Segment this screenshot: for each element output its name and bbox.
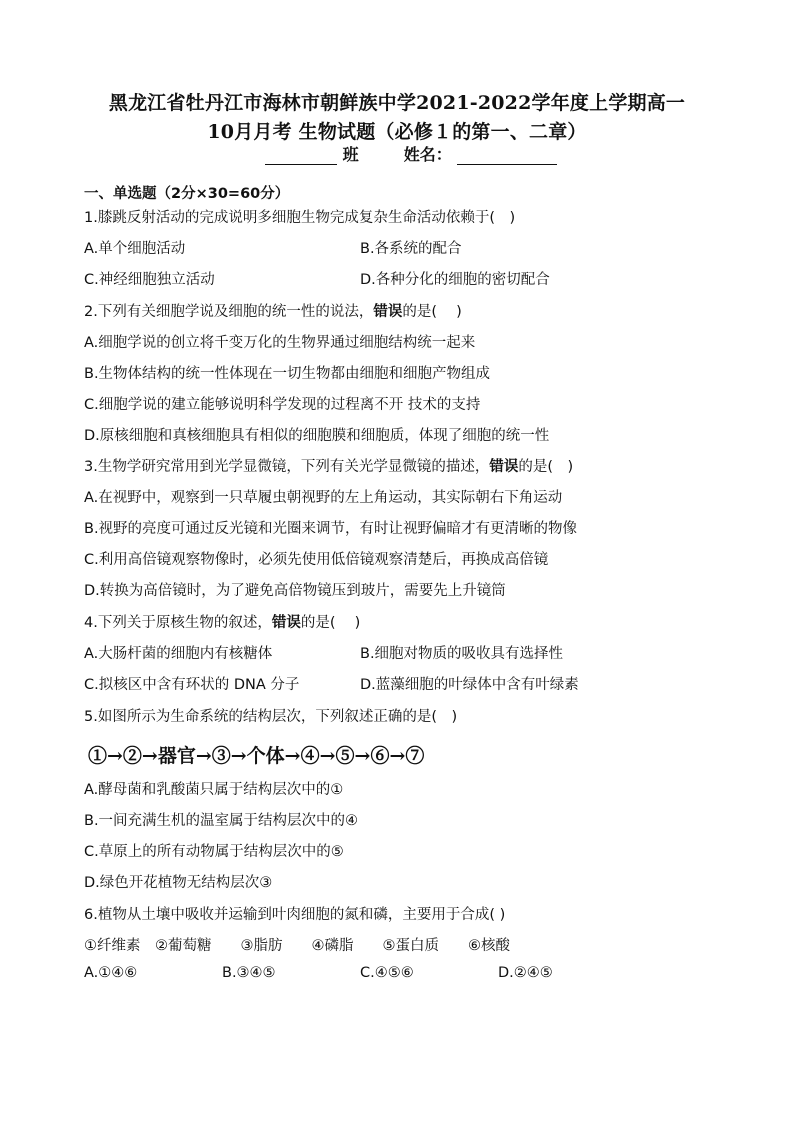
- question-2-option-b: B.生物体结构的统一性体现在一切生物都由细胞和细胞产物组成: [84, 366, 491, 382]
- question-5-option-a: A.酵母菌和乳酸菌只属于结构层次中的①: [84, 782, 344, 798]
- question-3-option-b: B.视野的亮度可通过反光镜和光圈来调节，有时让视野偏暗才有更清晰的物像: [84, 521, 578, 537]
- question-3-emphasis: 错误: [489, 459, 519, 475]
- question-4-stem: [84, 611, 360, 632]
- question-1-stem: 1.膝跳反射活动的完成说明多细胞生物完成复杂生命活动依赖于( ): [84, 210, 516, 226]
- question-1-option-a: A.单个细胞活动: [84, 241, 186, 257]
- question-2-option-a: A.细胞学说的创立将千变万化的生物界通过细胞结构统一起来: [84, 335, 476, 351]
- question-2-stem-post: 的是( ): [402, 304, 462, 320]
- question-3-stem-post: 的是( ): [518, 459, 574, 475]
- question-3-stem: [84, 455, 573, 476]
- class-label: 班: [342, 145, 359, 164]
- question-4-option-b: B.细胞对物质的吸收具有选择性: [360, 646, 564, 662]
- class-blank: [265, 148, 337, 165]
- section-heading: 一、单选题（2分×30=60分）: [84, 186, 290, 202]
- name-label: 姓名：: [403, 145, 452, 164]
- question-3-option-d: D.转换为高倍镜时，为了避免高倍物镜压到玻片，需要先上升镜筒: [84, 583, 506, 599]
- question-6-option-b: B.③④⑤: [222, 965, 276, 981]
- question-4-option-c: C.拟核区中含有环状的 DNA 分子: [84, 677, 300, 693]
- name-blank: [457, 148, 557, 165]
- question-4-option-d: D.蓝藻细胞的叶绿体中含有叶绿素: [360, 677, 579, 693]
- question-6-option-a: A.①④⑥: [84, 965, 138, 981]
- question-6-stem: 6.植物从土壤中吸收并运输到叶肉细胞的氮和磷，主要用于合成( ): [84, 907, 506, 923]
- student-info-line: [265, 142, 557, 165]
- question-5-option-b: B.一间充满生机的温室属于结构层次中的④: [84, 813, 359, 829]
- question-2-stem-pre: 2.下列有关细胞学说及细胞的统一性的说法，: [84, 304, 374, 320]
- question-1-option-b: B.各系统的配合: [360, 241, 462, 257]
- question-5-stem: 5.如图所示为生命系统的结构层次，下列叙述正确的是( ): [84, 709, 458, 725]
- exam-title-line1: 黑龙江省牡丹江市海林市朝鲜族中学2021-2022学年度上学期高一: [108, 92, 686, 114]
- question-2-stem: [84, 300, 462, 321]
- question-1-option-c: C.神经细胞独立活动: [84, 272, 215, 288]
- question-4-stem-post: 的是( ): [300, 615, 361, 631]
- question-3-option-a: A.在视野中，观察到一只草履虫朝视野的左上角运动，其实际朝右下角运动: [84, 490, 563, 506]
- question-6-option-c: C.④⑤⑥: [360, 965, 414, 981]
- question-6-items: ①纤维素 ②葡萄糖 ③脂肪 ④磷脂 ⑤蛋白质 ⑥核酸: [84, 938, 510, 954]
- life-system-hierarchy-diagram: ①→②→器官→③→个体→④→⑤→⑥→⑦: [88, 745, 425, 767]
- question-3-stem-pre: 3.生物学研究常用到光学显微镜，下列有关光学显微镜的描述，: [84, 459, 490, 475]
- question-6-option-d: D.②④⑤: [498, 965, 553, 981]
- question-2-option-c: C.细胞学说的建立能够说明科学发现的过程离不开 技术的支持: [84, 397, 481, 413]
- question-5-option-d: D.绿色开花植物无结构层次③: [84, 875, 273, 891]
- question-4-option-a: A.大肠杆菌的细胞内有核糖体: [84, 646, 273, 662]
- question-2-emphasis: 错误: [373, 304, 403, 320]
- question-2-option-d: D.原核细胞和真核细胞具有相似的细胞膜和细胞质，体现了细胞的统一性: [84, 428, 550, 444]
- exam-title-line2: 10月月考 生物试题（必修１的第一、二章）: [207, 121, 587, 143]
- question-1-option-d: D.各种分化的细胞的密切配合: [360, 272, 550, 288]
- question-4-emphasis: 错误: [271, 615, 301, 631]
- question-4-stem-pre: 4.下列关于原核生物的叙述，: [84, 615, 272, 631]
- question-3-option-c: C.利用高倍镜观察物像时，必须先使用低倍镜观察清楚后，再换成高倍镜: [84, 552, 549, 568]
- question-5-option-c: C.草原上的所有动物属于结构层次中的⑤: [84, 844, 344, 860]
